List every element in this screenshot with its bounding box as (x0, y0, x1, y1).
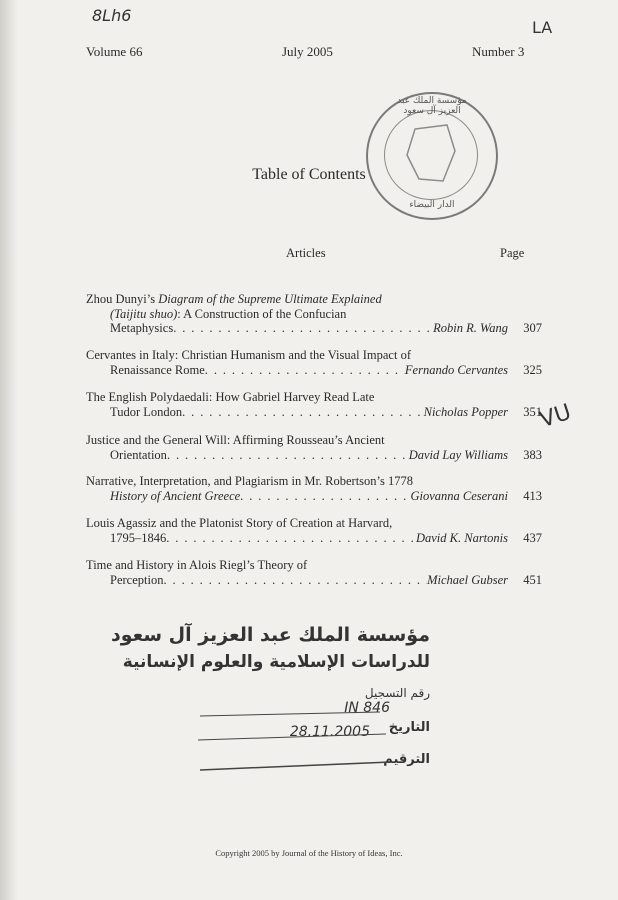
entry-author: David K. Nartonis (415, 530, 508, 545)
toc-entry (86, 474, 546, 503)
entry-title-line: Cervantes in Italy: Christian Humanism and the Visual Impact of (86, 348, 411, 362)
dot-leader (167, 448, 409, 463)
entry-title-line: Justice and the General Will: Affirming Rousseau’s Ancient (86, 433, 385, 447)
stamp-date-label: التاريخ (388, 720, 430, 735)
seal-map-emblem (385, 111, 477, 199)
entry-author: Fernando Cervantes (404, 362, 508, 377)
entry-leader-line (86, 489, 546, 504)
articles-heading: Articles (286, 246, 326, 260)
dot-leader (166, 531, 416, 546)
stamp-handwritten-lines (190, 710, 390, 774)
entry-leader-line (86, 363, 546, 378)
toc-entry (86, 516, 546, 545)
entry-title-line: Louis Agassiz and the Platonist Story of Creation at Harvard, (86, 516, 393, 530)
entry-title-text: Zhou Dunyi’s (86, 292, 159, 306)
toc-entry (86, 558, 546, 587)
stamp-registration-number: IN 846 (344, 700, 390, 716)
entry-title-italic: (Taijitu shuo) (110, 306, 178, 321)
stamp-registration-label: رقم التسجيل (364, 686, 430, 700)
entry-page-number: 437 (523, 530, 542, 545)
entry-page-number: 413 (523, 488, 542, 503)
entry-title-line (86, 292, 546, 307)
entry-title-line (86, 307, 546, 322)
round-seal-stamp (366, 92, 498, 220)
stamp-classification-label: الترقيم (383, 752, 430, 767)
entry-author: Robin R. Wang (433, 321, 508, 335)
handwritten-note-top-right: LA (532, 18, 553, 37)
seal-inner-ring (384, 110, 478, 200)
issue-number: Number 3 (472, 44, 525, 59)
entry-page-number: 307 (523, 321, 542, 335)
seal-bottom-text: الدار البيضاء (409, 200, 455, 210)
entry-leader-line (86, 321, 546, 336)
entry-title-text: Metaphysics (110, 321, 174, 335)
entry-leader-line (86, 573, 546, 588)
issue-date: July 2005 (282, 44, 333, 59)
toc-entry (86, 390, 546, 419)
entry-title-italic: Diagram of the Supreme Ultimate Explained (158, 292, 382, 306)
entry-page-number: 451 (523, 572, 542, 587)
page-title: Table of Contents (252, 166, 366, 183)
handwritten-note-top-left: 8Lh6 (92, 6, 132, 25)
entry-title-italic: History of Ancient Greece (110, 488, 241, 503)
dot-leader (163, 573, 427, 588)
handwritten-margin-mark: VU (536, 399, 575, 434)
dot-leader (240, 489, 410, 504)
entry-page-number: 383 (523, 447, 542, 462)
entry-author: Michael Gubser (427, 572, 508, 587)
dot-leader (205, 363, 405, 378)
stamp-institution-name: مؤسسة الملك عبد العزيز آل سعود (110, 624, 430, 646)
entry-title-line: Narrative, Interpretation, and Plagiarism in Mr. Robertson’s 1778 (86, 474, 414, 488)
entry-leader-line (86, 448, 546, 463)
entry-title-text: Orientation (110, 447, 167, 462)
entry-author: Giovanna Ceserani (410, 488, 508, 503)
stamp-date-value: 28.11.2005 (289, 724, 370, 740)
entry-page-number: 351 (523, 404, 542, 419)
volume-label: Volume 66 (86, 44, 143, 59)
entry-leader-line (86, 531, 546, 546)
toc-entry (86, 292, 546, 336)
entry-title-text: 1795–1846 (110, 530, 167, 545)
dot-leader (182, 405, 424, 420)
dot-leader (173, 321, 433, 336)
entry-page-number: 325 (523, 362, 542, 377)
toc-entry (86, 348, 546, 377)
binding-shadow (0, 0, 18, 900)
entry-leader-line (86, 405, 546, 420)
entry-author: Nicholas Popper (423, 404, 508, 419)
entry-author: David Lay Williams (408, 447, 508, 462)
stamp-institution-subtitle: للدراسات الإسلامية والعلوم الإنسانية (122, 652, 430, 672)
entry-title-line: The English Polydaedali: How Gabriel Harvey Read Late (86, 390, 375, 404)
entry-title-line: Time and History in Alois Riegl’s Theory of (86, 558, 308, 572)
seal-top-text: مؤسسة الملك عبد العزيز آل سعود (397, 96, 467, 116)
toc-entry (86, 433, 546, 462)
entry-title-text: : A Construction of the Confucian (177, 306, 347, 321)
page-heading: Page (500, 246, 525, 260)
entry-title-text: Renaissance Rome (110, 362, 205, 377)
entry-title-text: Tudor London (110, 404, 183, 419)
entry-title-text: Perception (110, 572, 164, 587)
copyright-notice: Copyright 2005 by Journal of the History of Ideas, Inc. (215, 848, 403, 858)
